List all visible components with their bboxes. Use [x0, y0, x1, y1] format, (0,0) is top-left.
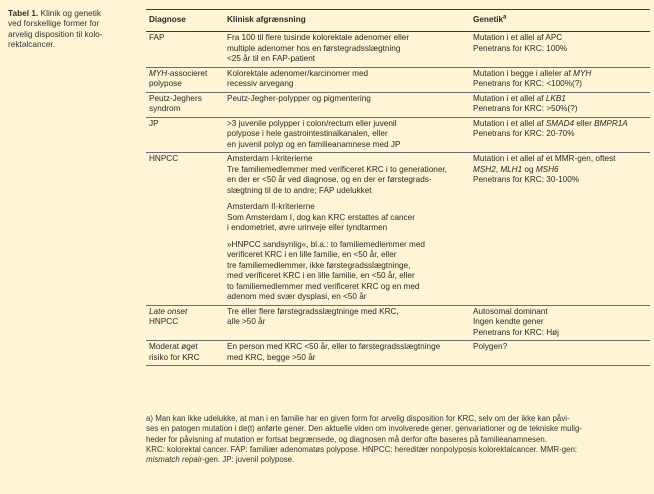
text-segment: polypose [149, 79, 182, 88]
clinical-line: Tre eller flere førstegradsslægtninge med KRC, [227, 306, 399, 316]
text-segment: Autosomal dominant [473, 306, 548, 316]
text-segment: Mutation i et allel af et MMR-gen, oftest [473, 154, 616, 163]
clinical-line: verificeret KRC i en lille familie, en <50 år, eller [227, 250, 397, 259]
clinical-cell [224, 32, 470, 68]
table-row [146, 341, 650, 366]
diagnosis-cell [146, 32, 224, 68]
text-segment: MSH6 [535, 164, 559, 174]
table-header-row [146, 10, 650, 32]
genetics-line [473, 328, 647, 339]
diagnosis-line: risiko for KRC [149, 352, 200, 362]
clinical-line: tre familiemedlemmer, ikke førstegradsslægtninge, [227, 260, 411, 270]
clinical-line: Tre familiemedlemmer med verificeret KRC i to generationer, [227, 164, 447, 174]
text-segment: Polygen? [473, 342, 508, 351]
genetics-line [473, 119, 647, 130]
text-segment: eller [574, 118, 595, 128]
diagnosis-line: FAP [149, 33, 165, 42]
clinical-line: »HNPCC sandsynlig«, bl.a.: to familiemedlemmer med [227, 239, 425, 249]
genetics-table [146, 9, 650, 366]
text-segment: Penetrans for KRC: 20-70% [473, 129, 575, 138]
clinical-line: alle >50 år [227, 317, 266, 326]
clinical-cell [224, 153, 470, 306]
clinical-line: med KRC, begge >50 år [227, 352, 316, 362]
clinical-line: >3 juvenile polypper i colon/rectum eller juvenil [227, 118, 397, 128]
clinical-cell [224, 92, 470, 117]
text-segment: Mutation i begge i alleler af [473, 68, 574, 78]
text-segment: og [522, 164, 536, 174]
text-segment: -gen. JP: juvenil polypose. [202, 455, 295, 465]
caption-line: ved forskellige former for [8, 18, 100, 29]
clinical-line: multiple adenomer hos en førstegradsslægtning [227, 43, 401, 53]
clinical-line: <25 år til en FAP-patient [227, 54, 316, 63]
table-row [146, 305, 650, 341]
text-segment: Mutation i et allel af [473, 93, 546, 103]
text-segment: , [495, 164, 501, 174]
table-row [146, 32, 650, 68]
text-segment: Penetrans for KRC: <100%(?) [473, 79, 582, 88]
text-segment: ses en patogen mutation i de(t) anførte gener. Den aktuelle viden om involverede gener, genvariationer og de tekniske mulig- [146, 424, 582, 434]
table-footnote [146, 414, 652, 465]
footnote-line [146, 424, 652, 434]
footnote-line [146, 414, 652, 424]
text-segment: SMAD4 [545, 118, 575, 128]
caption-line: rektalcancer. [8, 39, 56, 50]
table-row [146, 92, 650, 117]
footnote-line [146, 455, 652, 465]
text-segment: HNPCC [149, 317, 179, 326]
clinical-cell [224, 305, 470, 341]
clinical-cell [224, 341, 470, 366]
text-segment: MYH [573, 68, 592, 78]
text-segment: MSH2 [473, 164, 496, 174]
text-segment: Penetrans for KRC: 100% [473, 43, 568, 53]
text-segment: Penetrans for KRC: Høj [473, 327, 559, 337]
clinical-line: i endometriet, øvre urinveje eller tyndtarmen [227, 223, 388, 232]
diagnosis-line [149, 69, 221, 80]
clinical-line: Amsterdam I-kriterierne [227, 154, 313, 163]
diagnosis-line: Moderat øget [149, 342, 198, 351]
text-segment: -associeret [167, 68, 208, 78]
clinical-line: Amsterdam II-kriterierne [227, 202, 315, 211]
text-segment: heder for påvisning af mutation er fortsat begrænsede, og diagnosen må derfor ofte baseres på familieanamnesen. [146, 434, 547, 444]
header-klinisk: Klinisk afgrænsning [224, 10, 470, 32]
genetics-cell [470, 341, 650, 366]
table-container [146, 9, 650, 366]
clinical-line: to familiemedlemmer med verificeret KRC og en med [227, 281, 420, 291]
header-genetik: Genetik$^a$ [470, 10, 650, 32]
clinical-line: Peutz-Jegher-polypper og pigmentering [227, 93, 371, 103]
diagnosis-cell [146, 67, 224, 92]
text-segment: Late onset [149, 306, 188, 316]
table-caption [8, 8, 140, 50]
table-row [146, 67, 650, 92]
clinical-cell [224, 67, 470, 92]
diagnosis-cell [146, 117, 224, 153]
diagnosis-cell [146, 92, 224, 117]
diagnosis-cell [146, 305, 224, 341]
genetics-line [473, 317, 647, 328]
genetics-line [473, 342, 647, 353]
clinical-line: en juvenil polyp og en familieanamnese med JP [227, 139, 401, 149]
genetics-cell [470, 305, 650, 341]
genetics-line [473, 154, 647, 165]
clinical-line: Som Amsterdam I, dog kan KRC erstattes af cancer [227, 212, 415, 222]
text-segment: MYH [149, 68, 168, 78]
diagnosis-line: HNPCC [149, 154, 179, 163]
genetics-cell [470, 117, 650, 153]
genetics-line [473, 69, 647, 80]
genetics-line [473, 307, 647, 318]
table-row [146, 153, 650, 306]
genetics-line [473, 33, 647, 44]
diagnosis-cell [146, 341, 224, 366]
text-segment: Penetrans for KRC: >50%(?) [473, 104, 578, 113]
text-segment: Mutation i et allel af APC [473, 33, 563, 42]
text-segment: LKB1 [545, 93, 566, 103]
caption-line: Klinik og genetik [38, 8, 102, 18]
diagnosis-line [149, 317, 221, 328]
text-segment: mismatch repair [146, 455, 203, 465]
genetics-cell [470, 32, 650, 68]
clinical-line: Kolorektale adenomer/karcinomer med [227, 68, 369, 78]
genetics-line [473, 94, 647, 105]
genetics-cell [470, 67, 650, 92]
clinical-line: med verificeret KRC i en lille familie, en <50 år, eller [227, 271, 415, 280]
clinical-line: en der er <50 år ved diagnose, og en der er førstegrads- [227, 175, 432, 184]
text-segment: KRC: kolorektal cancer. FAP: familiær adenomatøs polypose. HNPCC: hereditær nonpolyposis kolorektalcancer. MMR-gen: [146, 444, 578, 454]
clinical-line: adenom med svær dysplasi, en <50 år [227, 292, 367, 301]
text-segment: MLH1 [500, 164, 523, 174]
clinical-line: slægtning til de to andre; FAP udelukket [227, 185, 372, 195]
clinical-cell [224, 117, 470, 153]
text-segment: Ingen kendte gener [473, 317, 544, 326]
footnote-marker: a [503, 14, 507, 21]
diagnosis-line [149, 79, 221, 90]
text-segment: a) Man kan ikke udelukke, at man i en familie har en given form for arvelig disposition for KRC, selv om der ikke kan påvi- [146, 414, 570, 423]
genetics-line [473, 104, 647, 115]
genetics-line [473, 175, 647, 186]
header-diagnose: Diagnose [146, 10, 224, 32]
text-segment: Mutation i et allel af [473, 118, 546, 128]
footnote-line [146, 445, 652, 455]
diagnosis-line: syndrom [149, 104, 181, 113]
diagnosis-line: JP [149, 118, 159, 128]
genetics-cell [470, 92, 650, 117]
diagnosis-cell [146, 153, 224, 306]
clinical-line: polypose i hele gastrointestinalkanalen, eller [227, 129, 388, 138]
genetics-line [473, 44, 647, 55]
diagnosis-line: Peutz-Jeghers [149, 93, 202, 103]
text-segment: Penetrans for KRC: 30-100% [473, 175, 580, 184]
footnote-line [146, 435, 652, 445]
caption-label: Tabel 1. [8, 8, 39, 18]
text-segment: BMPR1A [594, 118, 628, 128]
clinical-line: Fra 100 til flere tusinde kolorektale adenomer eller [227, 33, 410, 42]
table-body [146, 32, 650, 366]
clinical-line: En person med KRC <50 år, eller to førstegradsslægtninge [227, 342, 441, 351]
genetics-line [473, 129, 647, 140]
genetics-line [473, 79, 647, 90]
caption-line: arvelig disposition til kolo- [8, 28, 103, 39]
table-row [146, 117, 650, 153]
genetics-cell [470, 153, 650, 306]
genetics-line [473, 165, 647, 176]
diagnosis-line [149, 307, 221, 318]
clinical-line: recessiv arvegang [227, 79, 294, 88]
